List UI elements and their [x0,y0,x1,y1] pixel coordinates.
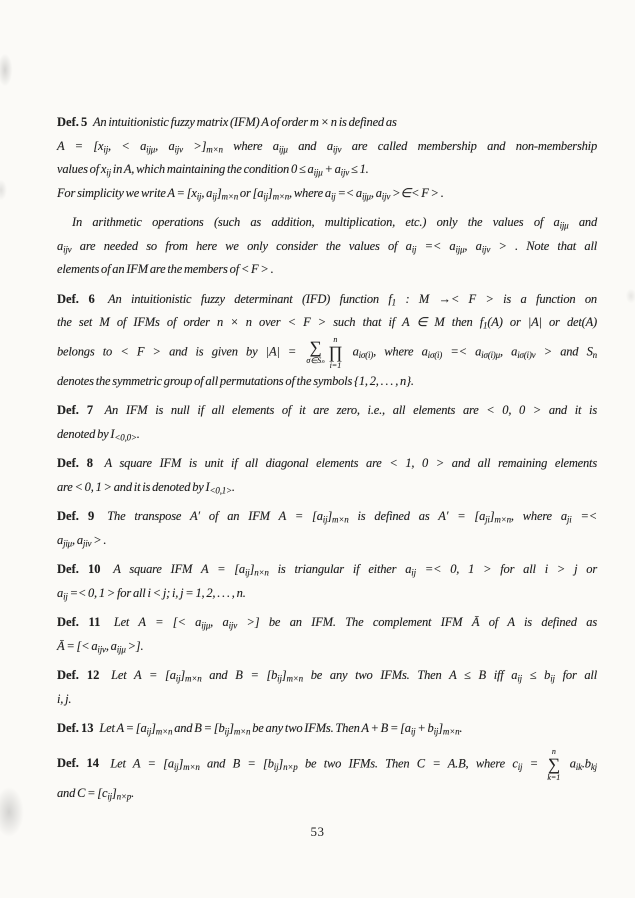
page-content [57,111,597,812]
text-line: Def. 5 An intuitionistic fuzzy matrix (IFM) A of order m × n is defined as [57,115,397,129]
definition-12 [57,664,597,711]
text-line: and $C = [c_{ij}]_{n\times p}$. [57,786,135,802]
definition-label: Def. 8 [57,456,94,471]
text-line: Def. 8 A square IFM is unit if all diagonal elements are < 1, 0 > and all remaining elements [57,456,597,471]
text-line: i, j. [57,691,72,706]
text-line: denoted by $I_{<0,0>}$. [57,426,140,443]
scan-smudge [624,286,635,306]
definition-11 [57,611,597,658]
definition-13 [57,717,597,741]
text-line: Def. 7 An IFM is null if all elements of it are zero, i.e., all elements are < 0, 0 > and it is [57,403,597,418]
prod-operator-icon: n ∏ i=1 [328,334,343,370]
text-line: Ā = [< $a_{ij\nu}$, $a_{ij\mu}$ >]. [57,638,144,655]
text-line: Def. 11 Let A = [< $a_{ij\mu}$, $a_{ij\nu}$ >] be an IFM. The complement IFM Ā of A is defined as [57,615,597,631]
definition-9 [57,505,597,552]
text-line: Def. 6 An intuitionistic fuzzy determinant (IFD) function $f_1$ : M →< F > is a function on [57,291,597,307]
text-line: belongs to < F > and is given by |A| = ∑ σ∈Sₙ n ∏ i=1 $a_{i\sigma(i)}$, where $a_{i\sigma(i)} =< a_{i\sigma(i)\mu}$, $a_{i\sigma(i)\nu}$ > and $S_n$ [57,334,597,370]
definition-5 [57,111,597,205]
definition-label: Def. 10 [57,562,101,577]
text-line: are < 0, 1 > and it is denoted by $I_{<0,1>}$. [57,479,235,496]
text-line: Def. 9 The transpose A′ of an IFM $A = [a_{ij}]_{m\times n}$ is defined as $A' = [a_{ji}]_{m\times n}$, where $a_{ji}$ =< [57,509,597,525]
text-line: values of $x_{ij}$ in A, which maintaining the condition $0 \le a_{ij\mu} + a_{ij\nu} \le 1$. [57,162,369,178]
text-line: Def. 10 A square IFM $A = [a_{ij}]_{n\times n}$ is triangular if either $a_{ij} =< 0$, 1 > for all i > j or [57,562,597,578]
definition-label: Def. 6 [57,291,95,306]
definition-label: Def. 11 [57,615,101,630]
text-line: Def. 14 Let $A = [a_{ij}]_{m\times n}$ and $B = [b_{ij}]_{n\times p}$ be two IFMs. Then C = A.B, where $c_{ij}$ = n ∑ k=1 $a_{ik}.b_{kj}$ [57,746,597,783]
text-line: In arithmetic operations (such as addition, multiplication, etc.) only the values of $a_{ij\mu}$ and [72,215,597,231]
definition-label: Def. 13 [57,721,94,736]
text-line: $a_{ij} =< 0$, 1 > for all i < j; i, j = 1, 2, . . . , n. [57,585,246,602]
definition-label: Def. 5 [57,115,88,129]
paragraph-arithmetic-operations [57,211,597,282]
text-line: the set M of IFMs of order n × n over < F > such that if A ∈ M then $f_1(A)$ or |A| or det(A) [57,315,597,331]
definition-10 [57,558,597,605]
definition-14 [57,747,597,806]
text-line: $a_{ij\nu}$ are needed so from here we only consider the values of $a_{ij} =< a_{ij\mu}$, $a_{ij\nu}$ > . Note that all [57,238,597,254]
definition-label: Def. 14 [57,756,99,771]
definition-6 [57,288,597,394]
definition-8 [57,452,597,499]
definition-label: Def. 7 [57,403,94,418]
text-line: elements of an IFM are the members of < F > . [57,262,274,276]
sum-operator-icon: n ∑ k=1 [547,746,561,783]
text-line: Def. 12 Let $A = [a_{ij}]_{m\times n}$ and $B = [b_{ij}]_{m\times n}$ be any two IFMs. Then A ≤ B iff $a_{ij} \le b_{ij}$ for all [57,668,597,684]
scan-smudge [0,176,9,204]
definition-label: Def. 12 [57,668,100,683]
page-number: 53 [310,824,325,839]
sum-operator-icon: ∑ σ∈Sₙ [306,338,325,366]
text-line: Def. 13 Let $A = [a_{ij}]_{m\times n}$ and $B = [b_{ij}]_{m\times n}$ be any two IFMs. Then $A + B = [a_{ij} + b_{ij}]_{m\times n}$. [57,721,463,737]
scan-smudge [0,48,15,92]
definition-7 [57,399,597,446]
definition-label: Def. 9 [57,509,95,524]
text-line: $a_{ji\mu}$, $a_{ji\nu}$ > . [57,532,107,549]
text-line: For simplicity we write $A = [x_{ij}$, $a_{ij}]_{m\times n}$ or $[a_{ij}]_{m\times n}$, where $a_{ij} =< a_{ij\mu}$, $a_{ij\nu}$ >∈< F > . [57,185,444,201]
text-line: $A = [x_{ij}$, < $a_{ij\mu}$, $a_{ij\nu} >]_{m\times n}$ where $a_{ij\mu}$ and $a_{ij\nu}$ are called membership and non-membership [57,138,597,154]
text-line: denotes the symmetric group of all permutations of the symbols {1, 2, . . . , n}. [57,373,414,388]
